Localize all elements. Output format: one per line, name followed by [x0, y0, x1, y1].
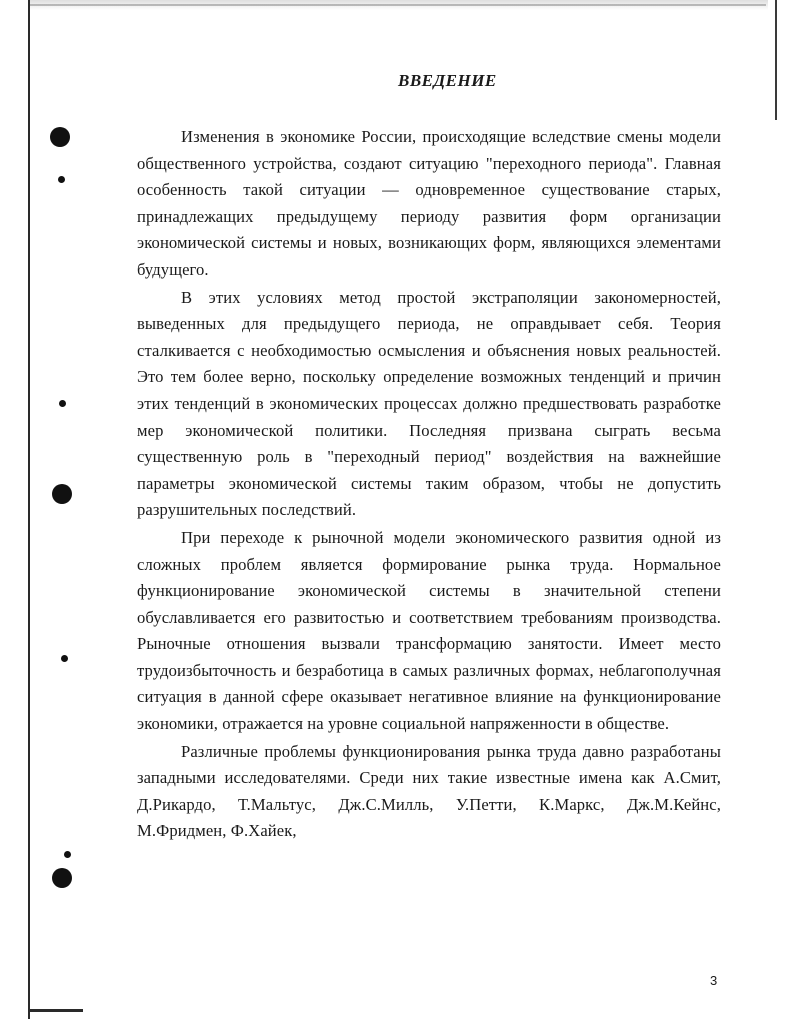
paragraph-2: В этих условиях метод простой экстраполяции закономерностей, выведенных для предыдущего периода, не оправдывает себя. Теория сталкивается с необходимостью осмысления и объяснения новых реальностей. Это тем более верно, поскольку определение возможных тенденций и причин этих тенденций в экономических процессах должно предшествовать разработке мер экономической политики. Последняя призвана сыграть весьма существенную роль в "переходный период" воздействия на важнейшие параметры экономической системы таким образом, чтобы не допустить разрушительных последствий.	[137, 287, 721, 520]
page-number: 3	[710, 973, 718, 988]
punch-hole-1	[50, 127, 70, 147]
body-text	[137, 124, 721, 845]
punch-mark-3	[61, 655, 68, 662]
paragraph-3: При переходе к рыночной модели экономического развития одной из сложных проблем является формирование рынка труда. Нормальное функционирование экономической системы в значительной степени обуславливается его развитостью и соответствием требованиям производства. Рыночные отношения вызвали трансформацию занятости. Имеет место трудоизбыточность и безработица в самых различных формах, неблагополучная ситуация в данной сфере оказывает негативное влияние на функционирование экономики, отражается на уровне социальной напряженности в обществе.	[137, 527, 721, 734]
punch-mark-1	[58, 176, 65, 183]
scan-edge-right	[775, 0, 777, 120]
paragraph-4: Различные проблемы функционирования рынка труда давно разработаны западными исследователями. Среди них такие известные имена как А.Смит, Д.Рикардо, Т.Мальтус, Дж.С.Милль, У.Петти, К.Маркс, Дж.М.Кейнс, М.Фридмен, Ф.Хайек,	[137, 741, 721, 841]
punch-mark-4	[64, 851, 71, 858]
punch-hole-3	[52, 868, 72, 888]
punch-mark-2	[59, 400, 66, 407]
scan-edge-line	[30, 4, 766, 6]
punch-hole-2	[52, 484, 72, 504]
page-title: ВВЕДЕНИЕ	[398, 71, 497, 90]
scan-edge-bottom	[28, 1009, 83, 1012]
scan-edge-left	[28, 0, 30, 1019]
paragraph-1: Изменения в экономике России, происходящие вследствие смены модели общественного устройства, создают ситуацию "переходного периода". Главная особенность такой ситуации — одновременное существование старых, принадлежащих предыдущему периоду развития форм организации экономической системы и новых, возникающих форм, являющихся элементами будущего.	[137, 127, 721, 279]
